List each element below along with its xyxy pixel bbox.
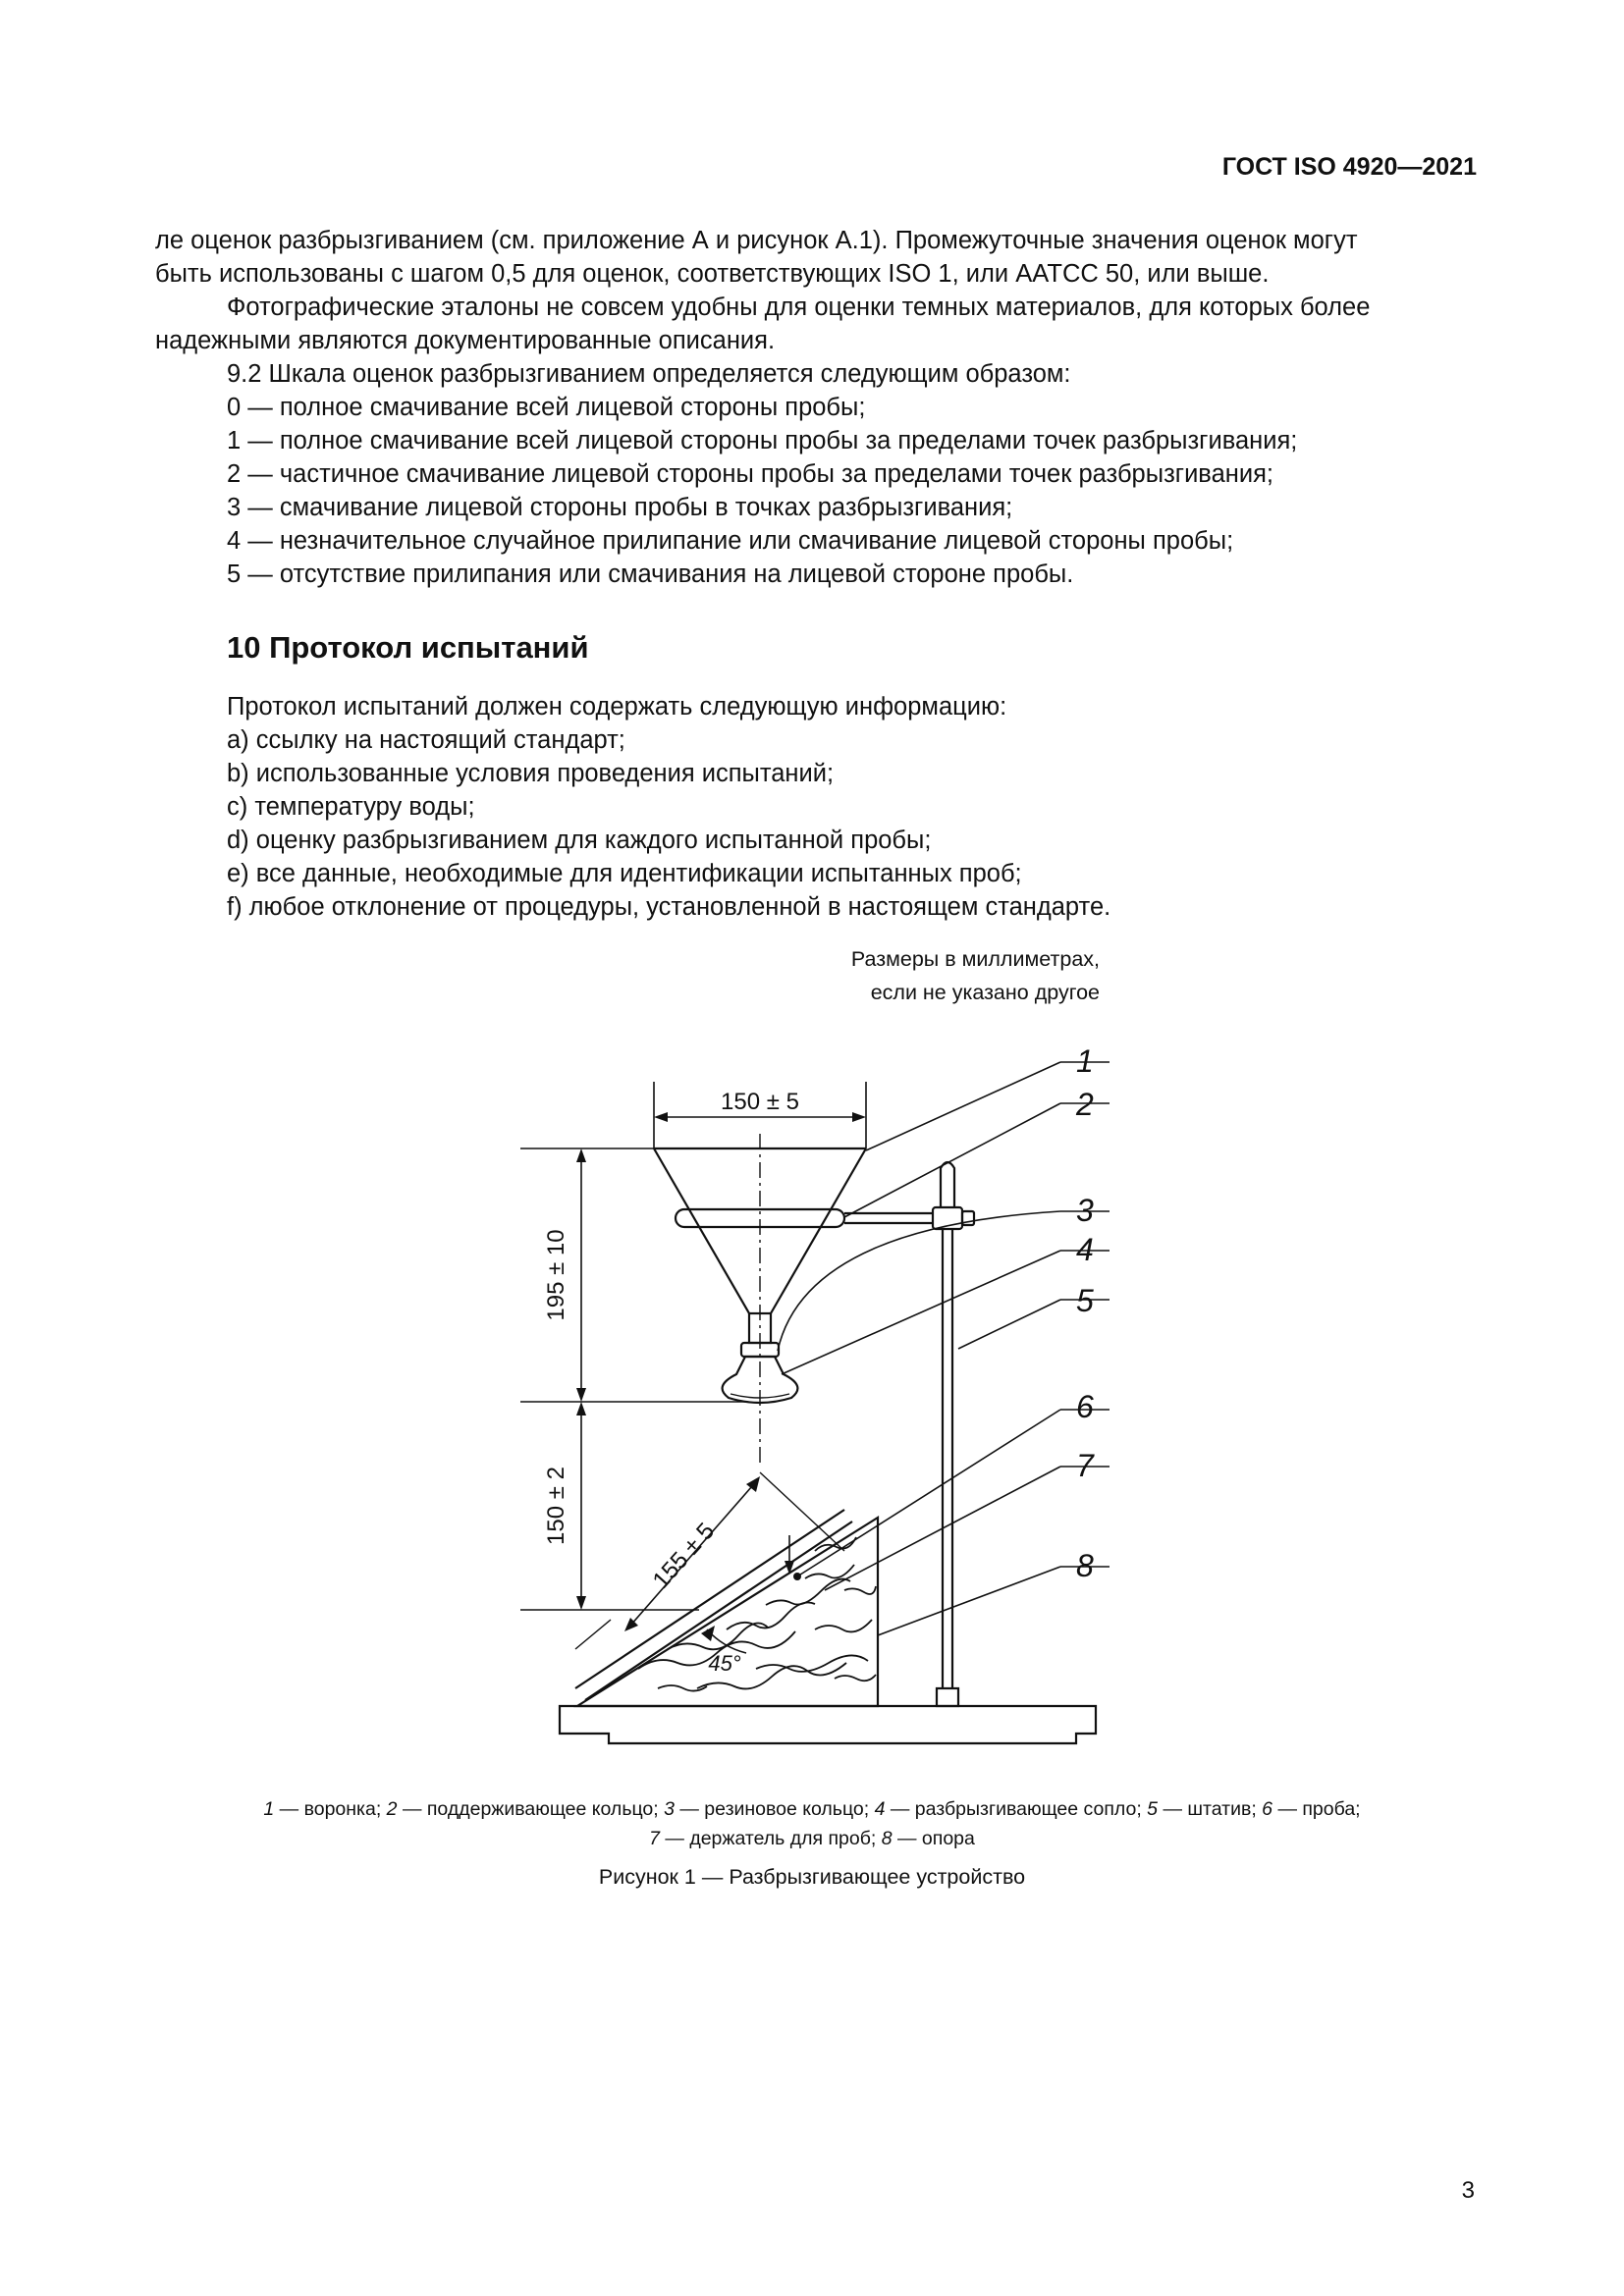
figure-caption: Рисунок 1 — Разбрызгивающее устройство — [598, 1865, 1026, 1889]
callout-1: 1 — [1076, 1043, 1094, 1079]
report-item: a) ссылку на настоящий стандарт; — [227, 726, 625, 754]
para1-line2: быть использованы с шагом 0,5 для оценок, соответствующих ISO 1, или AATCC 50, или выше. — [155, 260, 1270, 288]
section-title: 10 Протокол испытаний — [227, 630, 589, 665]
para1-line1: ле оценок разбрызгиванием (см. приложение А и рисунок А.1). Промежуточные значения оценок могут — [155, 227, 1358, 254]
para2-line1: Фотографические эталоны не совсем удобны для оценки темных материалов, для которых более — [227, 294, 1371, 321]
dim-label-top: 150 ± 5 — [721, 1089, 799, 1115]
scale-item: 2 — частичное смачивание лицевой стороны пробы за пределами точек разбрызгивания; — [227, 460, 1273, 488]
legend-text: — штатив; — [1158, 1798, 1263, 1820]
report-item: e) все данные, необходимые для идентификации испытанных проб; — [227, 860, 1022, 887]
legend-number: 7 — [649, 1828, 660, 1849]
scale-item: 3 — смачивание лицевой стороны пробы в точках разбрызгивания; — [227, 494, 1013, 521]
scale-item: 5 — отсутствие прилипания или смачивания на лицевой стороне пробы. — [227, 561, 1074, 588]
legend-text: — резиновое кольцо; — [674, 1798, 875, 1820]
dim-label-diagonal: 155 ± 5 — [647, 1518, 721, 1594]
spray-device-figure — [520, 1041, 1129, 1767]
report-item: d) оценку разбрызгиванием для каждого испытанной пробы; — [227, 827, 932, 854]
dimensions-note — [766, 942, 1100, 1009]
legend-text: — воронка; — [274, 1798, 387, 1820]
dimensions-note-line: если не указано другое — [870, 981, 1100, 1004]
dimensions-note-line: Размеры в миллиметрах, — [850, 947, 1100, 971]
page-number: 3 — [1461, 2177, 1475, 2204]
scale-item: 1 — полное смачивание всей лицевой стороны пробы за пределами точек разбрызгивания; — [227, 427, 1298, 454]
angle-label: 45° — [708, 1651, 741, 1676]
legend-number: 6 — [1262, 1798, 1273, 1820]
callout-5: 5 — [1076, 1283, 1094, 1318]
body-text — [155, 224, 1481, 591]
legend-text: — проба; — [1272, 1798, 1361, 1820]
document-header: ГОСТ ISO 4920—2021 — [1221, 153, 1477, 181]
report-intro: Протокол испытаний должен содержать следующую информацию: — [227, 693, 1007, 721]
dim-label-lower: 150 ± 2 — [543, 1467, 569, 1545]
para2-line2: надежными являются документированные описания. — [155, 327, 776, 354]
legend-text: — поддерживающее кольцо; — [397, 1798, 665, 1820]
legend-number: 2 — [386, 1798, 398, 1820]
report-item: c) температуру воды; — [227, 793, 475, 821]
legend-line-1 — [137, 1794, 1487, 1824]
legend-number: 4 — [874, 1798, 886, 1820]
scale-intro: 9.2 Шкала оценок разбрызгиванием определяется следующим образом: — [227, 360, 1071, 388]
report-list — [227, 690, 1110, 924]
dim-label-funnel: 195 ± 10 — [543, 1229, 569, 1321]
callout-8: 8 — [1076, 1548, 1094, 1583]
report-item: f) любое отклонение от процедуры, установленной в настоящем стандарте. — [227, 893, 1111, 921]
legend-number: 1 — [263, 1798, 275, 1820]
callout-4: 4 — [1076, 1232, 1094, 1267]
callout-7: 7 — [1076, 1448, 1094, 1483]
legend-text: — разбрызгивающее сопло; — [885, 1798, 1148, 1820]
callout-6: 6 — [1076, 1389, 1094, 1424]
legend-text: — опора — [892, 1828, 975, 1849]
legend-number: 5 — [1147, 1798, 1159, 1820]
legend-text: — держатель для проб; — [660, 1828, 882, 1849]
legend-line-2 — [137, 1824, 1487, 1853]
report-item: b) использованные условия проведения испытаний; — [227, 760, 835, 787]
legend-number: 3 — [664, 1798, 675, 1820]
scale-item: 0 — полное смачивание всей лицевой стороны пробы; — [227, 394, 866, 421]
callout-2: 2 — [1076, 1087, 1094, 1122]
scale-item: 4 — незначительное случайное прилипание или смачивание лицевой стороны пробы; — [227, 527, 1234, 555]
legend-number: 8 — [881, 1828, 893, 1849]
figure-legend — [137, 1794, 1487, 1853]
callout-3: 3 — [1076, 1193, 1094, 1228]
